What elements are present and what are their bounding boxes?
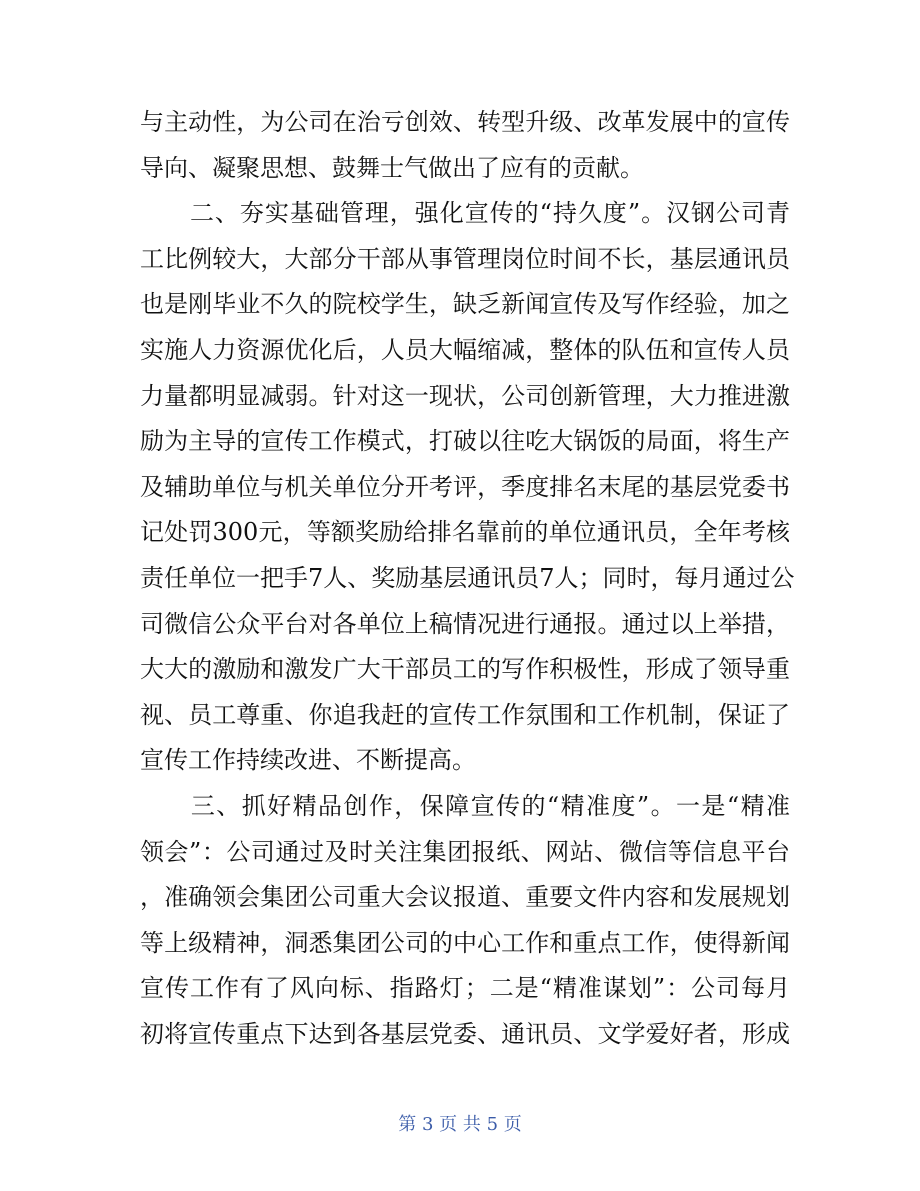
text-line: 二、夯实基础管理，强化宣传的“持久度”。汉钢公司青	[140, 199, 790, 228]
text-line: 励为主导的宣传工作模式，打破以往吃大锅饭的局面，将生产	[140, 427, 790, 456]
text-line: ，准确领会集团公司重大会议报道、重要文件内容和发展规划	[140, 883, 790, 912]
text-line: 等上级精神，洞悉集团公司的中心工作和重点工作，使得新闻	[140, 928, 790, 957]
text-line: 宣传工作有了风向标、指路灯；二是“精准谋划”：公司每月	[140, 974, 790, 1003]
text-line: 大大的激励和激发广大干部员工的写作积极性，形成了领导重	[140, 655, 790, 684]
text-line: 与主动性，为公司在治亏创效、转型升级、改革发展中的宣传	[140, 108, 790, 136]
text-line: 实施人力资源优化后，人员大幅缩减，整体的队伍和宣传人员	[140, 335, 790, 364]
text-line: 初将宣传重点下达到各基层党委、通讯员、文学爱好者，形成	[140, 1019, 790, 1048]
text-line: 领会”：公司通过及时关注集团报纸、网站、微信等信息平台	[140, 837, 790, 866]
text-line: 力量都明显减弱。针对这一现状，公司创新管理，大力推进激	[140, 381, 790, 410]
text-line: 记处罚300元，等额奖励给排名靠前的单位通讯员，全年考核	[140, 518, 790, 547]
text-line: 及辅助单位与机关单位分开考评，季度排名末尾的基层党委书	[140, 472, 790, 501]
text-line: 视、员工尊重、你追我赶的宣传工作氛围和工作机制，保证了	[140, 700, 790, 729]
text-line: 工比例较大，大部分干部从事管理岗位时间不长，基层通讯员	[140, 244, 790, 273]
page-number-footer: 第 3 页 共 5 页	[398, 1114, 522, 1135]
text-line: 三、抓好精品创作，保障宣传的“精准度”。一是“精准	[140, 791, 790, 820]
text-line: 也是刚毕业不久的院校学生，缺乏新闻宣传及写作经验，加之	[140, 290, 790, 319]
text-line: 责任单位一把手7人、奖励基层通讯员7人；同时，每月通过公	[140, 563, 795, 592]
text-line: 司微信公众平台对各单位上稿情况进行通报。通过以上举措，	[140, 609, 790, 638]
document-body	[140, 100, 795, 1057]
text-line: 导向、凝聚思想、鼓舞士气做出了应有的贡献。	[140, 153, 644, 182]
text-line: 宣传工作持续改进、不断提高。	[140, 746, 476, 775]
